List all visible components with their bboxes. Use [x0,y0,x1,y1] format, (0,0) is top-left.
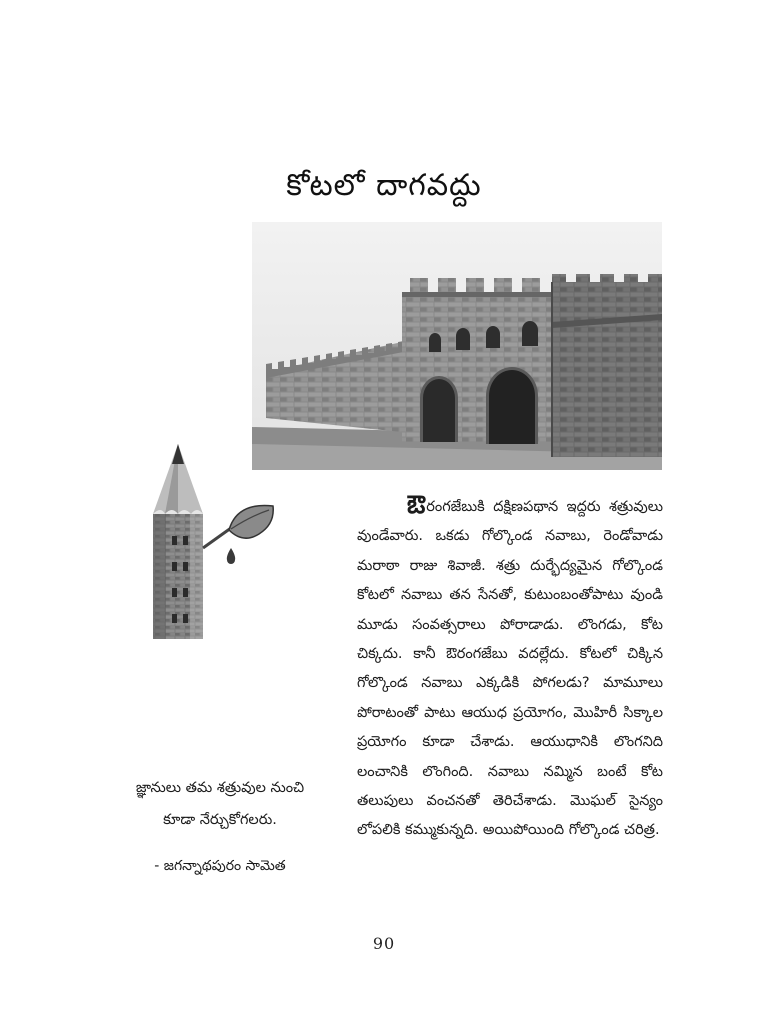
quote-attribution: - జగన్నాథపురం సామెత [154,858,286,874]
proverb-quote [100,772,340,836]
page-title: కోటలో దాగవద్దు [286,168,482,203]
article-body [357,490,663,846]
page-number: 90 [372,934,396,953]
quote-line-2: కూడా నేర్చుకోగలరు. [163,812,277,828]
fort-photo [252,222,662,470]
quote-line-1: జ్ఞానులు తమ శత్రువుల నుంచి [135,780,305,796]
article-text: రంగజేబుకి దక్షిణపథాన ఇద్దరు శత్రువులు వుండేవారు. ఒకడు గోల్కొండ నవాబు, రెండోవాడు మరాఠా రాజు శివాజీ. శత్రు దుర్భేద్యమైన గోల్కొండ కోటలో నవాబు తన సేనతో, కుటుంబంతోపాటు వుండి మూడు సంవత్సరాలు పోరాడాడు. లొంగడు, కోట చిక్కదు. కానీ ఔరంగజేబు వదల్లేదు. కోటలో చిక్కిన గోల్కొండ నవాబు ఎక్కడికి పోగలడు? మామూలు పోరాటంతో పాటు ఆయుధ ప్రయోగం, మొహిరీ సిక్కాల ప్రయోగం కూడా చేశాడు. ఆయుధానికి లొంగనిది లంచానికి లొంగింది. నవాబు నమ్మిన బంటే కోట తలుపులు వంచనతో తెరిచేశాడు. మొఘల్ సైన్యం లోపలికి కమ్ముకున్నది. అయిపోయింది గోల్కొండ చరిత్ర. [357,499,663,839]
drop-cap: ఔ [407,490,426,519]
pencil-tower-illustration [145,440,285,645]
